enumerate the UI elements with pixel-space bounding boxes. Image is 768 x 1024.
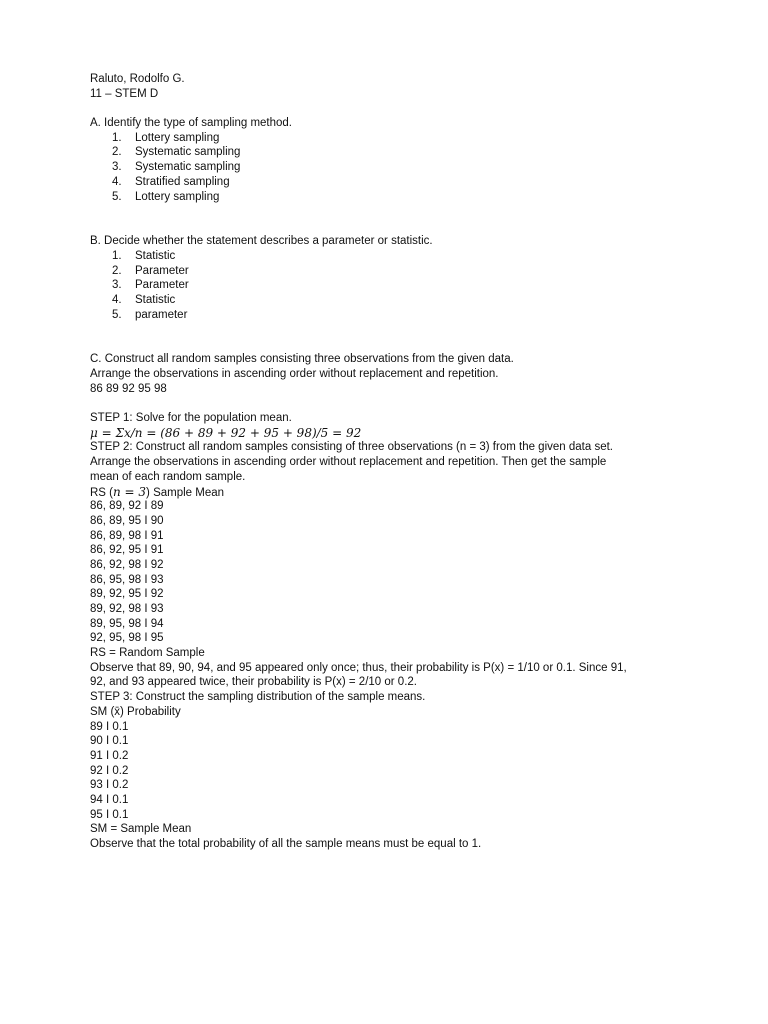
part-c-line-2: Arrange the observations in ascending order without replacement and repetition.: [90, 368, 499, 380]
list-item: 1. Lottery sampling: [112, 131, 220, 144]
part-a-title: A. Identify the type of sampling method.: [90, 117, 293, 130]
part-b-title: B. Decide whether the statement describes a parameter or statistic.: [90, 235, 433, 248]
sampling-distribution-list: [90, 720, 690, 823]
observation-total-probability: Observe that the total probability of all the sample means must be equal to 1.: [90, 838, 482, 850]
list-item: 5. parameter: [112, 308, 188, 321]
list-item: 5. Lottery sampling: [112, 190, 220, 203]
distribution-row: 94 I 0.1: [90, 793, 129, 806]
sampling-distribution-header: SM (x̄) Probability: [90, 705, 181, 718]
distribution-row: 90 I 0.1: [90, 735, 129, 748]
population-mean-formula: μ = Σx/n = (86 + 89 + 92 + 95 + 98)/5 = 92: [90, 425, 362, 440]
list-item: 3. Parameter: [112, 279, 189, 292]
distribution-row: 89 I 0.1: [90, 720, 129, 733]
part-c-data: 86 89 92 95 98: [90, 382, 167, 395]
sample-row: 86, 95, 98 I 93: [90, 573, 164, 586]
list-item: 3. Systematic sampling: [112, 161, 241, 174]
observation-line-2: 92, and 93 appeared twice, their probability is P(x) = 2/10 or 0.2.: [90, 676, 417, 689]
step-2-line-3: mean of each random sample.: [90, 470, 246, 483]
list-item: 4. Stratified sampling: [112, 175, 230, 188]
distribution-row: 91 I 0.2: [90, 749, 129, 762]
random-sample-definition: RS = Random Sample: [90, 647, 205, 660]
step-2-line-2: Arrange the observations in ascending order without replacement and repetition. Then get the sample: [90, 456, 607, 469]
sample-row: 86, 89, 95 I 90: [90, 514, 164, 527]
part-c-line-1: C. Construct all random samples consisting three observations from the given data.: [90, 353, 514, 366]
student-section: 11 – STEM D: [90, 87, 159, 100]
step-1-heading: STEP 1: Solve for the population mean.: [90, 412, 292, 425]
sample-row: 86, 92, 95 I 91: [90, 544, 164, 557]
student-name: Raluto, Rodolfo G.: [90, 73, 185, 85]
sample-list: [90, 499, 690, 646]
distribution-row: 92 I 0.2: [90, 764, 129, 777]
sample-row: 89, 92, 95 I 92: [90, 588, 164, 601]
distribution-row: 95 I 0.1: [90, 808, 129, 821]
part-b-list: [90, 249, 690, 322]
observation-line-1: Observe that 89, 90, 94, and 95 appeared only once; thus, their probability is P(x) = 1/10 or 0.1. Since 91,: [90, 661, 627, 674]
list-item: 2. Parameter: [112, 264, 189, 277]
sample-row: 89, 92, 98 I 93: [90, 603, 164, 615]
list-item: 1. Statistic: [112, 249, 176, 262]
list-item: 4. Statistic: [112, 293, 176, 306]
sample-row: 92, 95, 98 I 95: [90, 632, 164, 645]
sample-row: 86, 89, 92 I 89: [90, 500, 164, 513]
list-item: 2. Systematic sampling: [112, 146, 241, 159]
document-page: [90, 72, 690, 852]
step-3-heading: STEP 3: Construct the sampling distribution of the sample means.: [90, 691, 426, 704]
part-a-list: [90, 131, 690, 204]
sample-row: 89, 95, 98 I 94: [90, 617, 164, 630]
sample-row: 86, 89, 98 I 91: [90, 529, 164, 542]
sample-mean-definition: SM = Sample Mean: [90, 823, 192, 836]
sample-row: 86, 92, 98 I 92: [90, 558, 164, 571]
step-2-line-1: STEP 2: Construct all random samples consisting of three observations (n = 3) from the given data set.: [90, 441, 613, 454]
random-sample-header: RS (n = 3) Sample Mean: [90, 484, 225, 499]
distribution-row: 93 I 0.2: [90, 779, 129, 792]
